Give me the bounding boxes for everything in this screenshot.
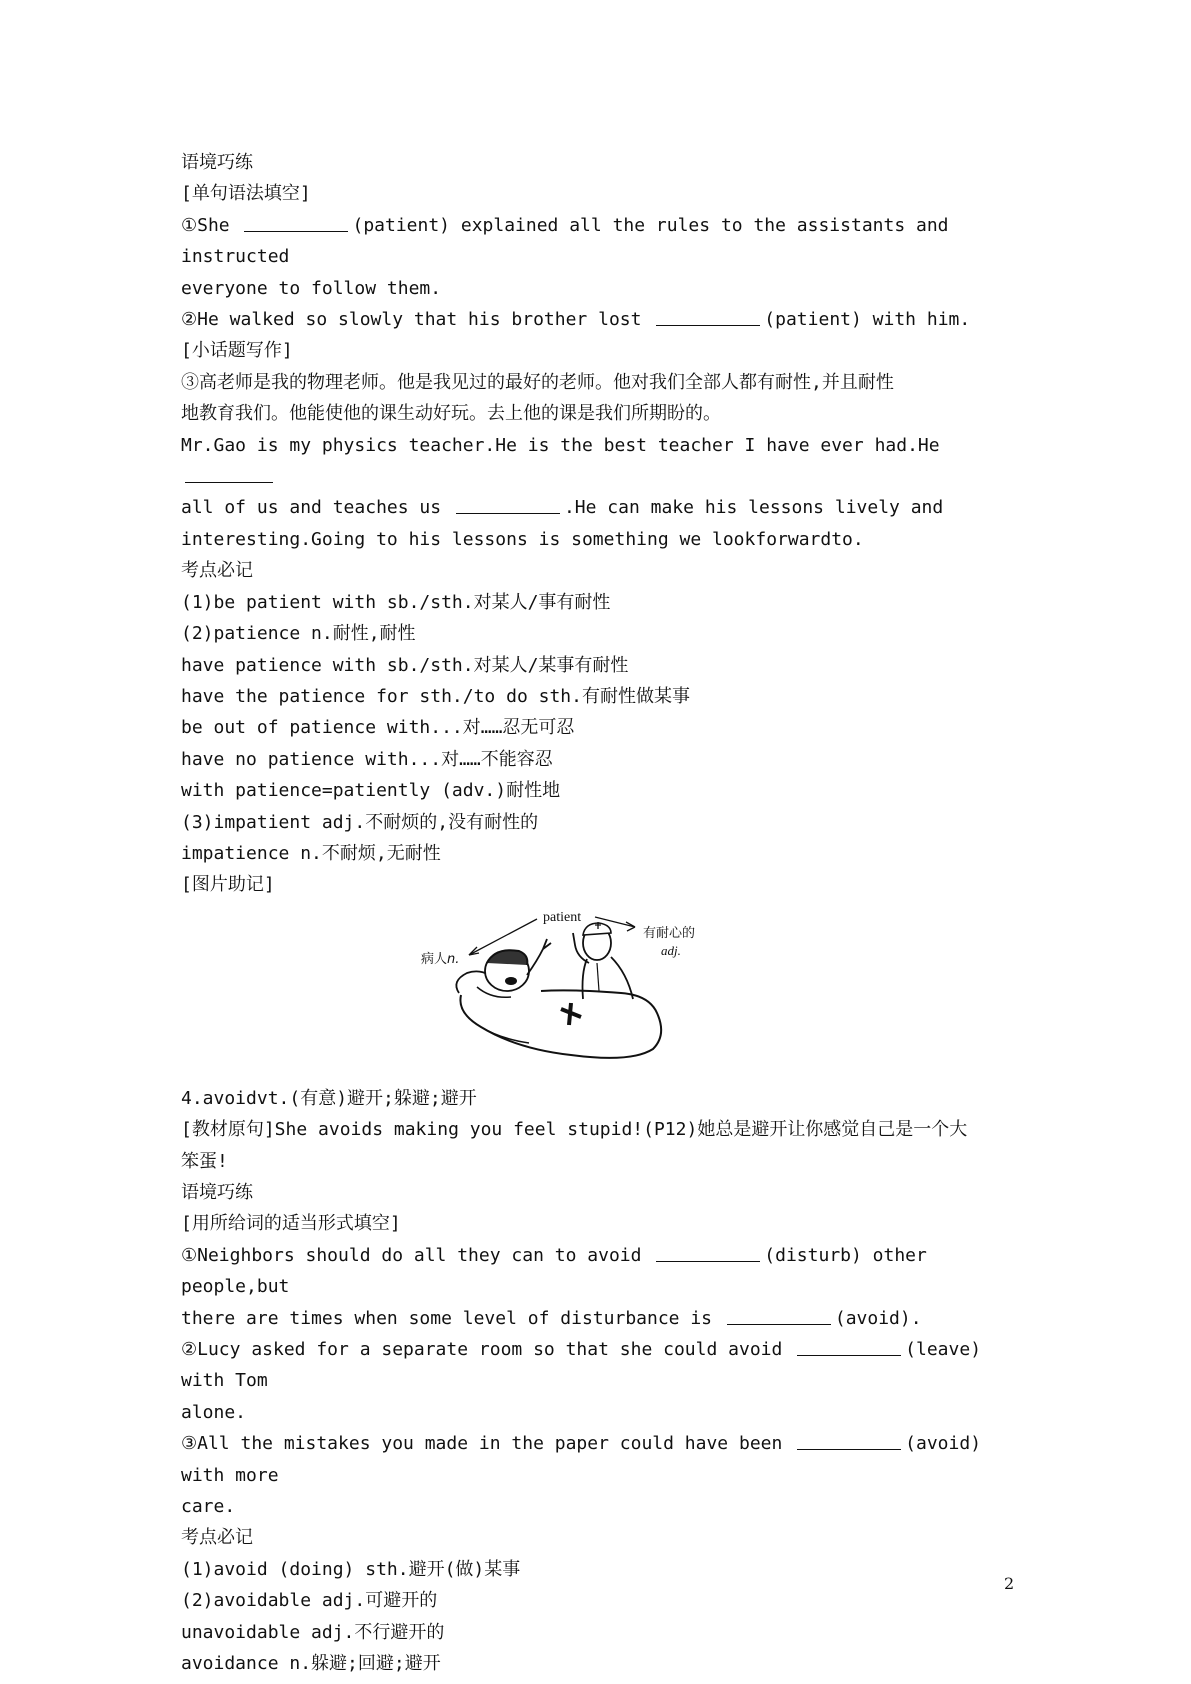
pillow (456, 971, 489, 993)
question-2: ②Lucy asked for a separate room so that she could avoid (leave) with Tom (181, 1339, 992, 1392)
notes-heading: 考点必记 (181, 560, 253, 582)
question-3-chinese: ③高老师是我的物理老师。他是我见过的最好的老师。他对我们全部人都有耐性,并且耐性 (181, 371, 894, 393)
question-3-chinese-cont: 地教育我们。他能使他的课生动好玩。去上他的课是我们所期盼的。 (181, 403, 721, 425)
patient-doctor-illustration (421, 903, 701, 1079)
figure-word: patient (543, 909, 582, 925)
question-1: ①She (patient) explained all the rules to the assistants and instructed (181, 214, 960, 268)
page-number: 2 (1004, 1574, 1015, 1593)
note-item: (3)impatient adj.不耐烦的,没有耐性的 (181, 811, 539, 833)
subheading-grammar-fill: [单句语法填空] (181, 183, 311, 205)
question-1-cont: everyone to follow them. (181, 277, 442, 299)
note-item: (1)be patient with sb./sth.对某人/事有耐性 (181, 591, 611, 613)
note-item: (1)avoid (doing) sth.避开(做)某事 (181, 1558, 521, 1580)
textbook-sentence: [教材原句]She avoids making you feel stupid!(P12)她总是避开让你感觉自己是一个大 (181, 1119, 968, 1141)
document-content (181, 147, 1021, 1679)
notes-heading: 考点必记 (181, 1527, 253, 1549)
answer-blank[interactable] (797, 1337, 901, 1356)
question-3-english-cont: all of us and teaches us .He can make his lessons lively and (181, 497, 944, 519)
note-item: have no patience with...对……不能容忍 (181, 748, 553, 770)
question-3-english-end: interesting.Going to his lessons is something we lookforwardto. (181, 528, 864, 550)
doctor-coat-line (597, 963, 599, 991)
subheading-form-fill: [用所给词的适当形式填空] (181, 1213, 401, 1235)
note-item: have the patience for sth./to do sth.有耐性做某事 (181, 685, 690, 707)
sick-person-mouth (505, 977, 517, 985)
subheading-writing: [小话题写作] (181, 340, 293, 362)
question-1: ①Neighbors should do all they can to avoid (disturb) other people,but (181, 1244, 938, 1298)
note-item: avoidance n.躲避;回避;避开 (181, 1653, 441, 1675)
question-3: ③All the mistakes you made in the paper could have been (avoid) with more (181, 1433, 992, 1486)
answer-blank[interactable] (797, 1431, 901, 1450)
question-3-cont: care. (181, 1496, 236, 1518)
question-2-cont: alone. (181, 1401, 247, 1423)
question-1-cont: there are times when some level of disturbance is (avoid). (181, 1307, 922, 1329)
question-3-english: Mr.Gao is my physics teacher.He is the best teacher I have ever had.He (181, 430, 1021, 493)
cross-icon (561, 1003, 581, 1025)
sick-person-arm (527, 939, 551, 975)
answer-blank[interactable] (656, 307, 760, 326)
mnemonic-illustration (181, 901, 1021, 1083)
note-item: have patience with sb./sth.对某人/某事有耐性 (181, 654, 629, 676)
answer-blank[interactable] (456, 495, 560, 514)
answer-blank[interactable] (656, 1243, 760, 1262)
note-item: (2)patience n.耐性,耐性 (181, 623, 416, 645)
picture-heading: [图片助记] (181, 874, 275, 896)
question-2: ②He walked so slowly that his brother lost (patient) with him. (181, 309, 971, 331)
arrow-left (469, 919, 537, 955)
blanket (460, 990, 661, 1058)
sick-person-cap (487, 950, 527, 965)
note-item: (2)avoidable adj.可避开的 (181, 1590, 438, 1612)
answer-blank[interactable] (244, 213, 348, 232)
label-sick-person: 病人n. (421, 951, 460, 967)
section-heading: 语境巧练 (181, 152, 253, 173)
textbook-sentence-cont: 笨蛋! (181, 1150, 228, 1172)
answer-blank[interactable] (185, 464, 273, 483)
note-item: be out of patience with...对……忍无可忍 (181, 717, 575, 739)
vocab-title: 4.avoidvt.(有意)避开;躲避;避开 (181, 1087, 477, 1109)
label-adj: adj. (661, 942, 681, 958)
label-patient-adj: 有耐心的 (643, 925, 696, 941)
section-heading: 语境巧练 (181, 1181, 253, 1203)
answer-blank[interactable] (727, 1306, 831, 1325)
blanket-fold (481, 1027, 529, 1043)
note-item: impatience n.不耐烦,无耐性 (181, 842, 441, 864)
note-item: unavoidable adj.不行避开的 (181, 1621, 445, 1643)
note-item: with patience=patiently (adv.)耐性地 (181, 780, 561, 802)
